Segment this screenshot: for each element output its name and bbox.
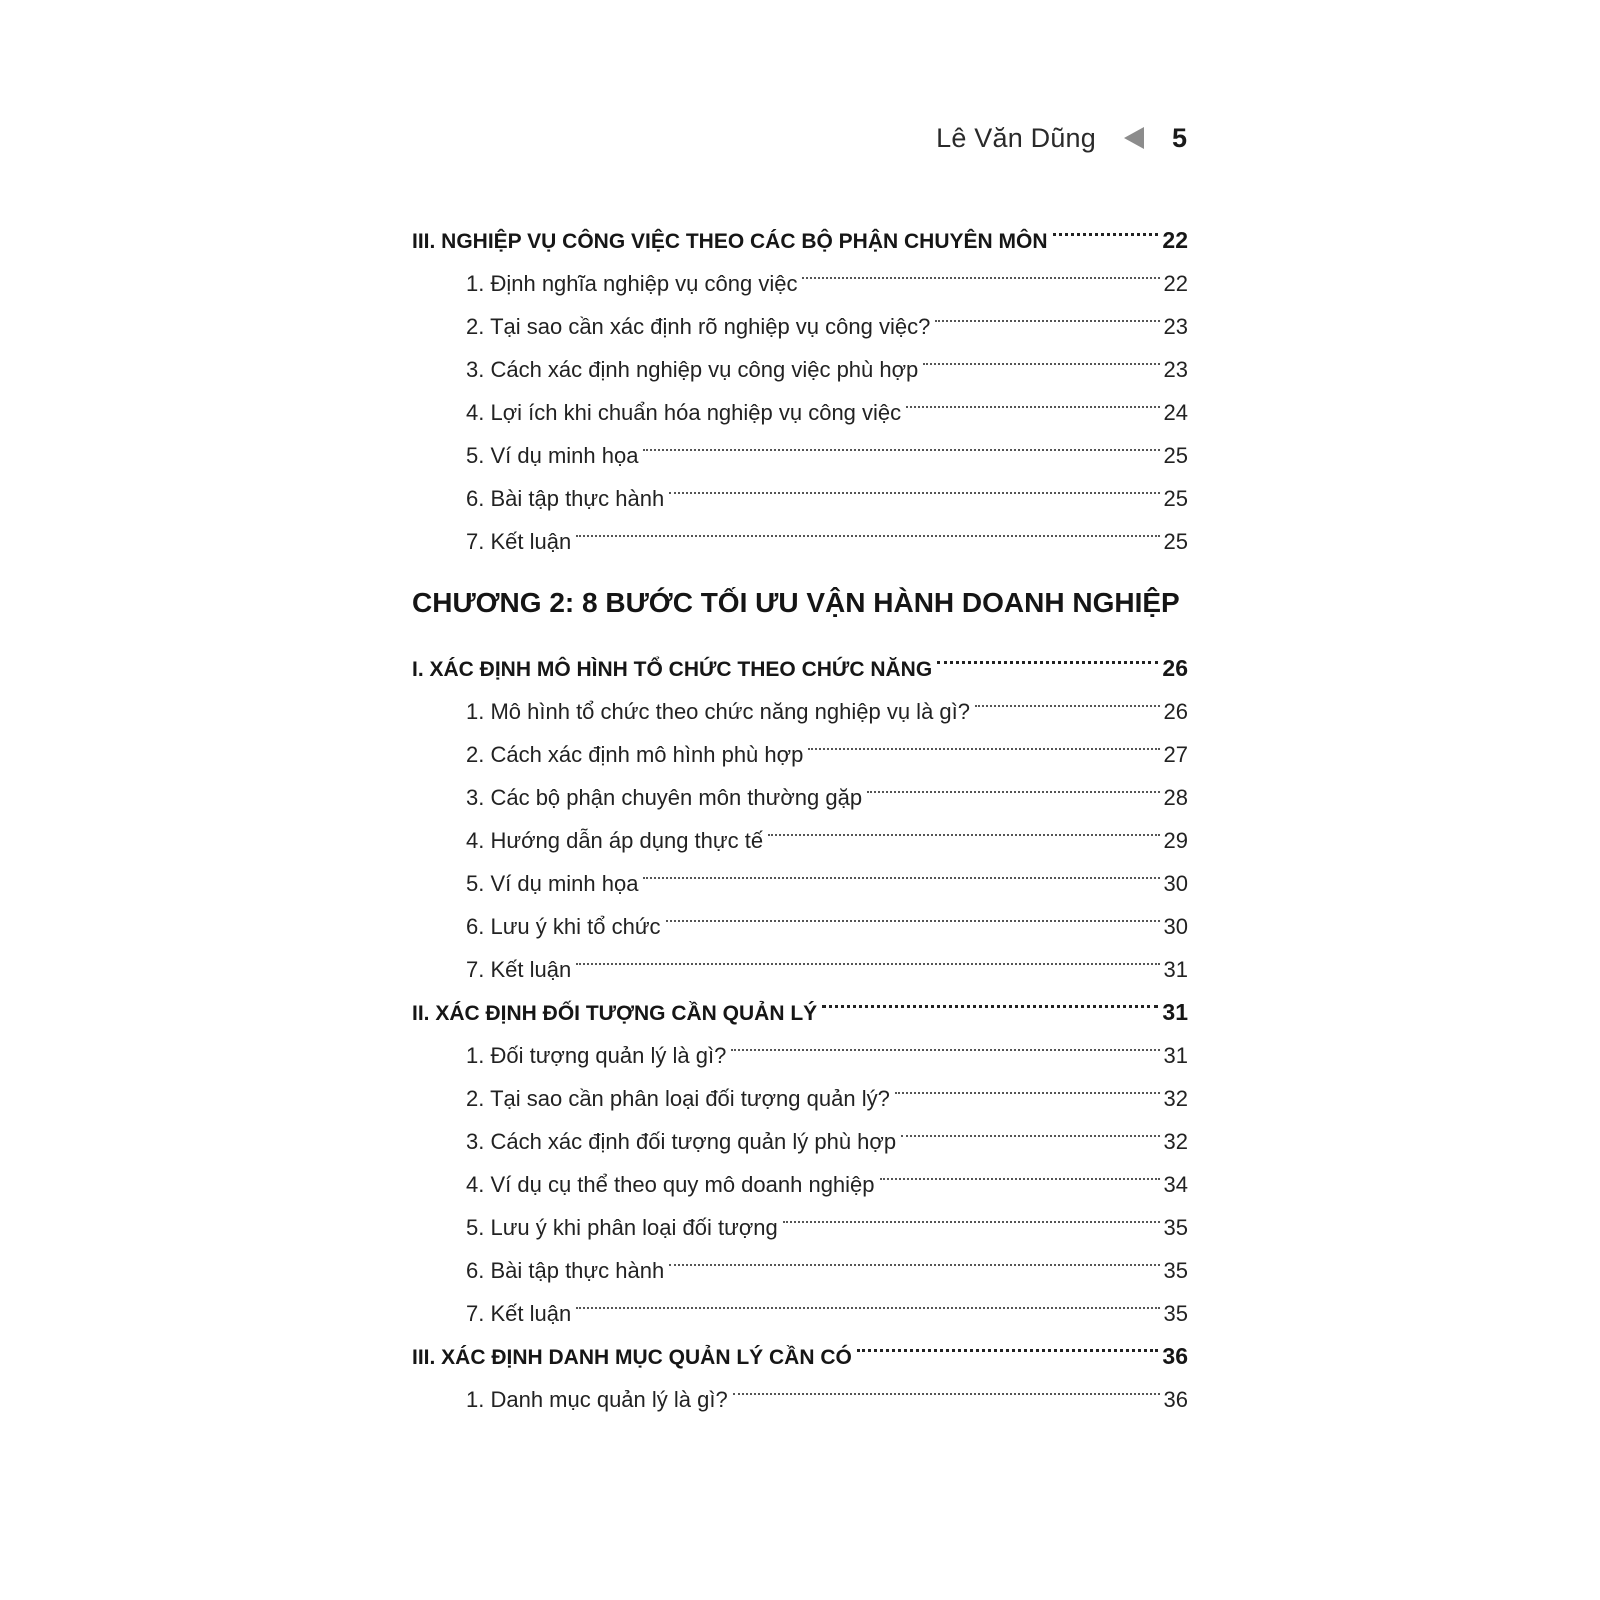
toc-item-page: 26: [1163, 699, 1188, 724]
toc-item-title: 7. Kết luận: [466, 957, 572, 982]
toc-section-title: III. XÁC ĐỊNH DANH MỤC QUẢN LÝ CẦN CÓ: [412, 1346, 852, 1369]
toc-item-title: 4. Lợi ích khi chuẩn hóa nghiệp vụ công việc: [466, 400, 902, 425]
toc-section-title: III. NGHIỆP VỤ CÔNG VIỆC THEO CÁC BỘ PHẬN CHUYÊN MÔN: [412, 230, 1048, 253]
table-of-contents: [412, 205, 1188, 1412]
dot-leader: [576, 1278, 1159, 1321]
dot-leader: [666, 891, 1160, 934]
toc-item-page: 34: [1163, 1172, 1188, 1197]
toc-item-page: 22: [1163, 271, 1188, 296]
toc-item-page: 27: [1163, 742, 1188, 767]
toc-item-page: 30: [1163, 871, 1188, 896]
dot-leader: [1053, 205, 1159, 248]
dot-leader: [669, 463, 1159, 506]
toc-item-title: 1. Danh mục quản lý là gì?: [466, 1387, 728, 1412]
toc-item-title: 2. Cách xác định mô hình phù hợp: [466, 742, 804, 767]
toc-item-page: 25: [1163, 443, 1188, 468]
dot-leader: [643, 420, 1159, 463]
toc-item-page: 25: [1163, 486, 1188, 511]
toc-section-page: 22: [1162, 227, 1188, 253]
dot-leader: [867, 762, 1159, 805]
toc-item-title: 5. Lưu ý khi phân loại đối tượng: [466, 1215, 778, 1240]
toc-item-title: 7. Kết luận: [466, 1301, 572, 1326]
dot-leader: [975, 676, 1160, 719]
dot-leader: [802, 248, 1159, 291]
author-name: Lê Văn Dũng: [936, 122, 1096, 153]
toc-item-page: 36: [1163, 1387, 1188, 1412]
toc-item-page: 30: [1163, 914, 1188, 939]
dot-leader: [768, 805, 1159, 848]
toc-item-title: 4. Ví dụ cụ thể theo quy mô doanh nghiệp: [466, 1172, 875, 1197]
toc-item-title: 4. Hướng dẫn áp dụng thực tế: [466, 828, 764, 853]
toc-section-page: 36: [1162, 1343, 1188, 1369]
toc-item-page: 35: [1163, 1215, 1188, 1240]
dot-leader: [733, 1364, 1160, 1407]
dot-leader: [808, 719, 1159, 762]
dot-leader: [576, 934, 1159, 977]
page-number: 5: [1171, 122, 1187, 153]
toc-section-heading: [412, 633, 1188, 681]
dot-leader: [895, 1063, 1160, 1106]
toc-item-title: 2. Tại sao cần xác định rõ nghiệp vụ công việc?: [466, 314, 931, 339]
toc-item-title: 5. Ví dụ minh họa: [466, 871, 639, 896]
toc-item-title: 5. Ví dụ minh họa: [466, 443, 639, 468]
toc-item-page: 32: [1163, 1086, 1188, 1111]
toc-section-page: 31: [1162, 999, 1188, 1025]
toc-item-title: 3. Cách xác định đối tượng quản lý phù hợp: [466, 1129, 897, 1154]
running-header: [936, 118, 1187, 158]
toc-item-page: 31: [1163, 957, 1188, 982]
toc-item-page: 32: [1163, 1129, 1188, 1154]
dot-leader: [643, 848, 1159, 891]
toc-section-title: II. XÁC ĐỊNH ĐỐI TƯỢNG CẦN QUẢN LÝ: [412, 1002, 818, 1025]
toc-item-page: 24: [1163, 400, 1188, 425]
toc-item-title: 6. Bài tập thực hành: [466, 486, 665, 511]
toc-item-title: 6. Lưu ý khi tổ chức: [466, 914, 661, 939]
dot-leader: [857, 1321, 1159, 1364]
toc-item-page: 35: [1163, 1258, 1188, 1283]
toc-item-title: 2. Tại sao cần phân loại đối tượng quản lý?: [466, 1086, 890, 1111]
toc-item-title: 3. Cách xác định nghiệp vụ công việc phù hợp: [466, 357, 919, 382]
dot-leader: [731, 1020, 1159, 1063]
dot-leader: [906, 377, 1159, 420]
toc-section-heading: [412, 205, 1188, 253]
dot-leader: [822, 977, 1158, 1020]
triangle-left-icon: [1124, 127, 1144, 149]
toc-item-title: 3. Các bộ phận chuyên môn thường gặp: [466, 785, 863, 810]
toc-item-page: 29: [1163, 828, 1188, 853]
toc-item-title: 1. Định nghĩa nghiệp vụ công việc: [466, 271, 798, 296]
toc-item-title: 1. Mô hình tổ chức theo chức năng nghiệp vụ là gì?: [466, 699, 971, 724]
dot-leader: [669, 1235, 1159, 1278]
toc-item-page: 31: [1163, 1043, 1188, 1068]
toc-section-title: I. XÁC ĐỊNH MÔ HÌNH TỔ CHỨC THEO CHỨC NĂNG: [412, 658, 933, 681]
toc-item-page: 28: [1163, 785, 1188, 810]
dot-leader: [880, 1149, 1160, 1192]
toc-item-title: 7. Kết luận: [466, 529, 572, 554]
dot-leader: [935, 291, 1159, 334]
chapter-heading: CHƯƠNG 2: 8 BƯỚC TỐI ƯU VẬN HÀNH DOANH NGHIỆP: [412, 587, 1180, 618]
toc-item-title: 1. Đối tượng quản lý là gì?: [466, 1043, 727, 1068]
toc-section-page: 26: [1162, 655, 1188, 681]
toc-item-page: 35: [1163, 1301, 1188, 1326]
toc-item-title: 6. Bài tập thực hành: [466, 1258, 665, 1283]
dot-leader: [783, 1192, 1160, 1235]
toc-item-page: 23: [1163, 357, 1188, 382]
toc-item-page: 25: [1163, 529, 1188, 554]
dot-leader: [923, 334, 1159, 377]
dot-leader: [576, 506, 1159, 549]
dot-leader: [901, 1106, 1159, 1149]
dot-leader: [937, 633, 1158, 676]
toc-item-page: 23: [1163, 314, 1188, 339]
